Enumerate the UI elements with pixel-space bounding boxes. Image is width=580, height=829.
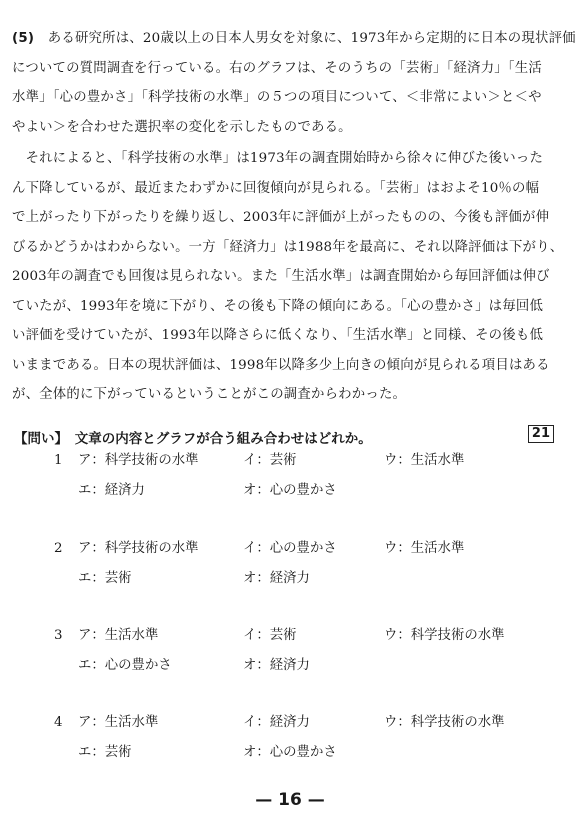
option-number: 3	[54, 628, 63, 643]
option-cell-e: オ：心の豊かさ	[243, 483, 337, 498]
option-cell-b: イ：心の豊かさ	[243, 541, 337, 556]
passage-paragraph-2	[12, 144, 564, 410]
passage-line: やよい＞を合わせた選択率の変化を示したものである。	[12, 119, 352, 135]
passage-line: 2003年の調査でも回復は見られない。また「生活水準」は調査開始から毎回評価は伸び	[12, 269, 550, 284]
question-prompt	[14, 427, 560, 447]
option-cell-d: エ：芸術	[78, 745, 132, 760]
option-cell-a: ア：生活水準	[78, 628, 159, 643]
passage-line: いままである。日本の現状評価は、1998年以降多少上向きの傾向が見られる項目はある	[12, 357, 550, 373]
option-cell-b: イ：芸術	[243, 453, 297, 468]
answer-option-1[interactable]	[0, 446, 580, 506]
option-cell-c: ウ：科学技術の水準	[384, 715, 505, 730]
option-cell-d: エ：心の豊かさ	[78, 658, 172, 673]
passage-line: が、全体的に下がっているということがこの調査からわかった。	[12, 387, 407, 402]
option-cell-a: ア：科学技術の水準	[78, 453, 199, 468]
option-cell-c: ウ：生活水準	[384, 541, 465, 556]
option-cell-c: ウ：生活水準	[384, 453, 465, 468]
answer-option-2[interactable]	[0, 534, 580, 594]
option-number: 2	[54, 541, 63, 556]
question-number-box: 21	[528, 425, 554, 443]
passage-line: びるかどうかはわからない。一方「経済力」は1988年を最高に、それ以降評価は下がり、	[12, 239, 564, 255]
option-cell-d: エ：芸術	[78, 571, 132, 586]
passage-line: で上がったり下がったりを繰り返し、2003年に評価が上がったものの、今後も評価が伸	[12, 210, 550, 225]
question-label: 【問い】 文章の内容とグラフが合う組み合わせはどれか。	[14, 431, 372, 447]
option-cell-b: イ：経済力	[243, 715, 310, 730]
option-cell-c: ウ：科学技術の水準	[384, 628, 505, 643]
passage-line: それによると、「科学技術の水準」は1973年の調査開始時から徐々に伸びた後いった	[25, 151, 544, 166]
passage-line: ん下降しているが、最近またわずかに回復傾向が見られる。「芸術」はおよそ10％の幅	[12, 180, 540, 196]
option-number: 4	[54, 715, 63, 730]
option-cell-e: オ：経済力	[243, 658, 310, 673]
option-cell-e: オ：経済力	[243, 571, 310, 586]
answer-option-4[interactable]	[0, 708, 580, 768]
passage-paragraph-1	[12, 24, 576, 142]
option-number: 1	[54, 453, 63, 468]
item-number: (5)	[12, 31, 35, 46]
answer-option-3[interactable]	[0, 621, 580, 681]
option-cell-a: ア：科学技術の水準	[78, 541, 199, 556]
passage-line: 水準」「心の豊かさ」「科学技術の水準」の５つの項目について、＜非常によい＞と＜や	[12, 90, 542, 105]
passage-line: (5) ある研究所は、20歳以上の日本人男女を対象に、1973年から定期的に日本の現状評価	[12, 31, 576, 46]
page-number: — 16 —	[255, 790, 325, 810]
passage-line: い評価を受けていたが、1993年以降さらに低くなり、「生活水準」と同様、その後も低	[12, 328, 544, 343]
option-cell-b: イ：芸術	[243, 628, 297, 643]
option-cell-d: エ：経済力	[78, 483, 145, 498]
option-cell-a: ア：生活水準	[78, 715, 159, 730]
option-cell-e: オ：心の豊かさ	[243, 745, 337, 760]
passage-line: についての質問調査を行っている。右のグラフは、そのうちの「芸術」「経済力」「生活	[12, 60, 542, 76]
passage-line: ていたが、1993年を境に下がり、その後も下降の傾向にある。「心の豊かさ」は毎回低	[12, 298, 544, 314]
